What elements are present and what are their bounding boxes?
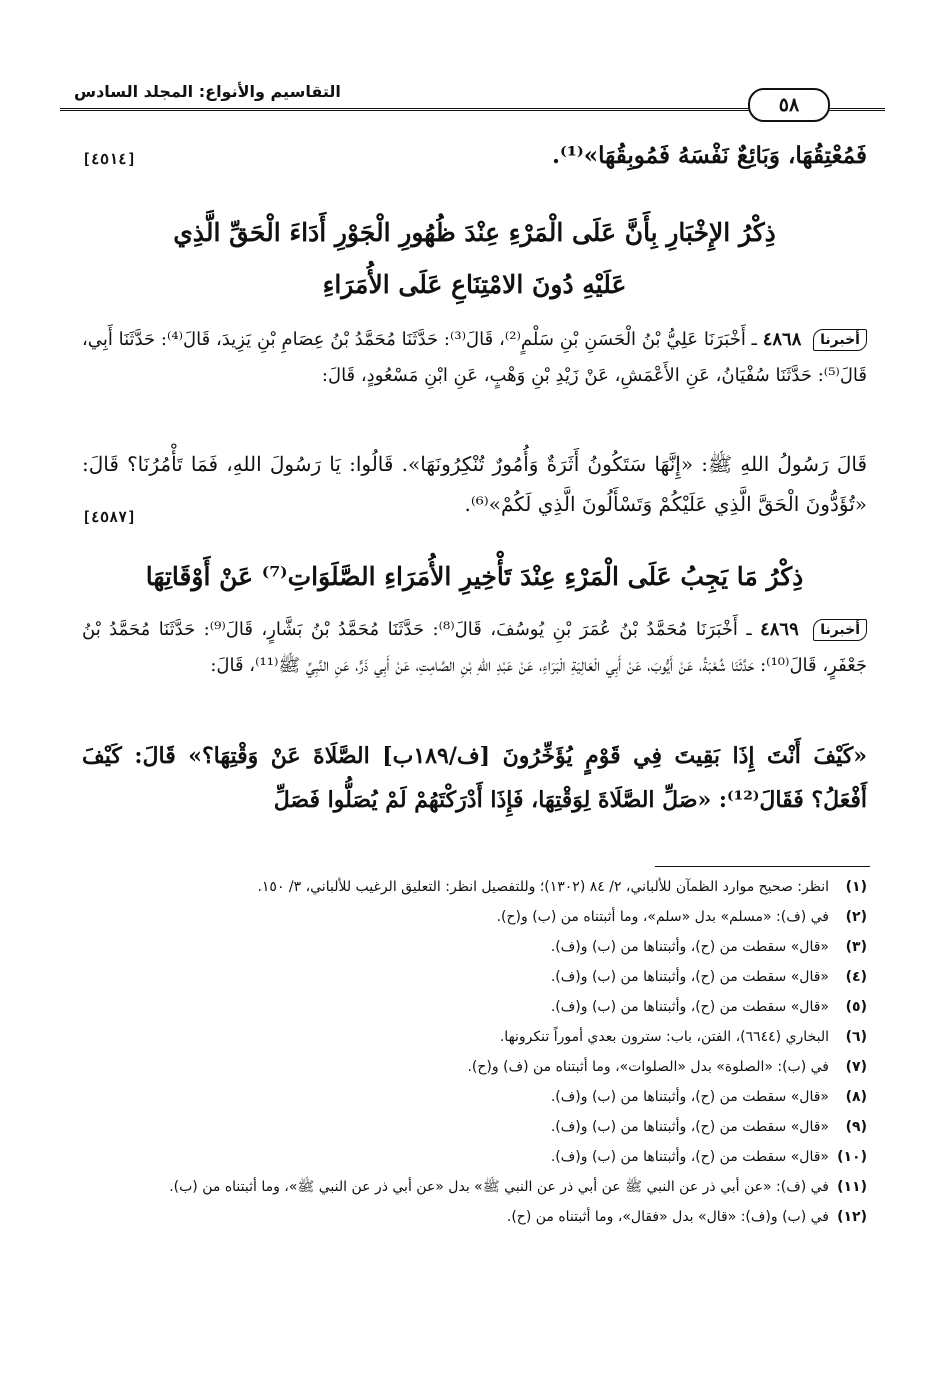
- footnotes: [82, 876, 867, 1236]
- footnote-text: في (ب) و(ف): «قال» بدل «فقال»، وما أثبتناه من (ح).: [506, 1209, 829, 1225]
- hadith-matn: «كَيْفَ أَنْتَ إِذَا بَقِيتَ فِي قَوْمٍ يُؤَخِّرُونَ [ف/١٨٩ب] الصَّلَاةَ عَنْ وَقْتِهَا؟» قَالَ: كَيْفَ أَفْعَلُ؟ فَقَالَ⁽¹²⁾: «صَلِّ الصَّلَاةَ لِوَقْتِهَا، فَإِذَا أَدْرَكْتَهُمْ لَمْ يُصَلُّوا فَصَلِّ: [82, 743, 867, 813]
- footnote-text: «قال» سقطت من (ح)، وأثبتناها من (ب) و(ف).: [550, 999, 829, 1015]
- footnote-number: (١٠): [837, 1149, 867, 1165]
- footnote-number: (١٢): [837, 1209, 867, 1225]
- footnote-text: «قال» سقطت من (ح)، وأثبتناها من (ب) و(ف).: [550, 969, 829, 985]
- reference-number: [٤٥١٤]: [82, 150, 137, 168]
- footnote-number: (٦): [845, 1029, 867, 1045]
- footnote-text: البخاري (٦٦٤٤)، الفتن، باب: سترون بعدي أموراً تنكرونها.: [499, 1029, 829, 1045]
- footnote: [82, 1086, 867, 1109]
- footnote: [82, 996, 867, 1019]
- isnad-text: ـ أَخْبَرَنَا عَلِيُّ بْنُ الْحَسَنِ بْنِ سَلْمٍ⁽²⁾، قَالَ⁽³⁾: حَدَّثَنَا مُحَمَّدُ بْنُ عِصَامِ بْنِ يَزِيدَ، قَالَ⁽⁴⁾: حَدَّثَنَا أَبِي، قَالَ⁽⁵⁾: حَدَّثَنَا سُفْيَانُ، عَنِ الأَعْمَشِ، عَنْ زَيْدِ بْنِ وَهْبٍ، عَنِ ابْنِ مَسْعُودٍ، قَالَ:: [82, 329, 867, 386]
- isnad-text: ـ أَخْبَرَنَا مُحَمَّدُ بْنُ عُمَرَ بْنِ يُوسُفَ، قَالَ⁽⁸⁾: حَدَّثَنَا مُحَمَّدُ بْنُ بَشَّارٍ، قَالَ⁽⁹⁾: حَدَّثَنَا مُحَمَّدُ بْنُ جَعْفَرٍ، قَالَ⁽¹⁰⁾: حَدَّثَنَا شُعْبَةُ، عَنْ أَيُّوبَ، عَنْ أَبِي الْعَالِيَةِ الْبَرَاءِ، عَنْ عَبْدِ اللهِ بْنِ الصَّامِتِ، عَنْ أَبِي ذَرٍّ، عَنِ النَّبِيِّ ﷺ⁽¹¹⁾، قَالَ:: [82, 619, 867, 676]
- hadith-isnad: [82, 322, 867, 394]
- hadith-number: ٤٨٦٩: [760, 619, 799, 640]
- reference-number: [٤٥٨٧]: [82, 508, 137, 526]
- footnote-number: (٣): [845, 939, 867, 955]
- footnote: [82, 1056, 867, 1079]
- footnote-number: (٤): [845, 969, 867, 985]
- chapter-heading-continued: عَلَيْهِ دُونَ الامْتِنَاعِ عَلَى الأُمَرَاءِ: [322, 270, 627, 299]
- page-number: ٥٨: [748, 88, 830, 122]
- footnote-number: (٩): [845, 1119, 867, 1135]
- chapter-heading: ذِكْرُ الإِخْبَارِ بِأَنَّ عَلَى الْمَرْءِ عِنْدَ ظُهُورِ الْجَوْرِ أَدَاءَ الْحَقِّ الَّذِي: [173, 218, 776, 247]
- page-header: [60, 78, 885, 122]
- footnote: [82, 936, 867, 959]
- hadith-matn: قَالَ رَسُولُ اللهِ ﷺ: «إِنَّهَا سَتَكُونُ أَثَرَةٌ وَأُمُورٌ تُنْكِرُونَهَا». قَالُوا: يَا رَسُولَ اللهِ، فَمَا تَأْمُرُنَا؟ قَالَ: «تُؤَدُّونَ الْحَقَّ الَّذِي عَلَيْكُمْ وَتَسْأَلُونَ الَّذِي لَكُمْ»⁽⁶⁾.: [82, 452, 867, 516]
- footnote-text: «قال» سقطت من (ح)، وأثبتناها من (ب) و(ف).: [550, 939, 829, 955]
- footnote-text: انظر: صحيح موارد الظمآن للألباني، ٢/ ٨٤ (١٣٠٢)؛ وللتفصيل انظر: التعليق الرغيب للألباني، ٣/ ١٥٠.: [257, 879, 829, 895]
- continuation-line: فَمُعْتِقُهَا، وَبَائِعٌ نَفْسَهُ فَمُوبِقُهَا»⁽¹⁾.: [551, 142, 867, 169]
- akhbarana-ornament: أخبرنا: [813, 329, 867, 351]
- chapter-heading: ذِكْرُ مَا يَجِبُ عَلَى الْمَرْءِ عِنْدَ تَأْخِيرِ الأُمَرَاءِ الصَّلَوَاتِ⁽⁷⁾ عَنْ أَوْقَاتِهَا: [145, 562, 804, 591]
- footnote-separator: [655, 866, 870, 867]
- hadith-number: ٤٨٦٨: [762, 329, 802, 350]
- footnote-number: (٥): [845, 999, 867, 1015]
- footnote: [82, 1116, 867, 1139]
- footnote: [82, 876, 867, 899]
- footnote-text: «قال» سقطت من (ح)، وأثبتناها من (ب) و(ف).: [550, 1089, 829, 1105]
- footnote-text: في (ف): «مسلم» بدل «سلم»، وما أثبتناه من (ب) و(ح).: [496, 909, 829, 925]
- footnote: [82, 1146, 867, 1169]
- footnote-number: (١١): [837, 1179, 867, 1195]
- footnote: [82, 966, 867, 989]
- footnote-text: في (ف): «عن أبي ذر عن النبي ﷺ عن أبي ذر عن النبي ﷺ» بدل «عن أبي ذر عن النبي ﷺ»، وما أثبتناه من (ب).: [169, 1179, 829, 1195]
- footnote: [82, 1026, 867, 1049]
- footnote-number: (٢): [845, 909, 867, 925]
- footnote: [82, 906, 867, 929]
- footnote-text: «قال» سقطت من (ح)، وأثبتناها من (ب) و(ف).: [550, 1149, 829, 1165]
- volume-title: التقاسيم والأنواع: المجلد السادس: [68, 78, 347, 106]
- footnote-text: «قال» سقطت من (ح)، وأثبتناها من (ب) و(ف).: [550, 1119, 829, 1135]
- footnote-number: (٧): [845, 1059, 867, 1075]
- footnote-text: في (ب): «الصلوة» بدل «الصلوات»، وما أثبتناه من (ف) و(ح).: [467, 1059, 829, 1075]
- footnote: [82, 1206, 867, 1229]
- footnote-number: (١): [845, 879, 867, 895]
- footnote: [82, 1176, 867, 1199]
- footnote-number: (٨): [845, 1089, 867, 1105]
- hadith-isnad: [82, 612, 867, 684]
- akhbarana-ornament: أخبرنا: [813, 619, 867, 641]
